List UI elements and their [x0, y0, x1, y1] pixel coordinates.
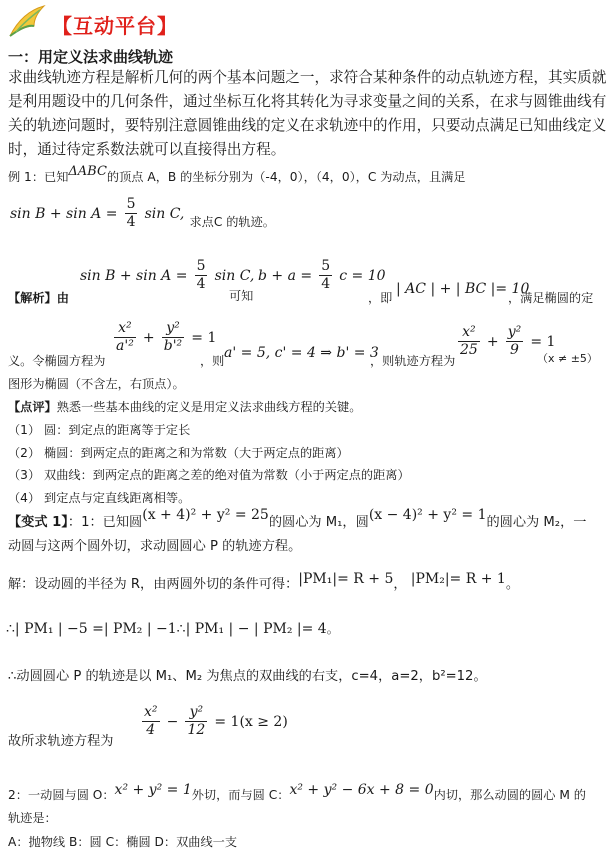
kite-icon — [4, 2, 48, 42]
example1-line1: 例 1：已知ΔABC的顶点 A，B 的坐标分别为（-4，0），（4，0），C 为动点，且满足 — [8, 164, 466, 184]
solution-satisfy: ，满足椭圆的定 — [508, 291, 594, 305]
variant1-line2: 动圆与这两个圆外切，求动圆圆心 P 的轨迹方程。 — [8, 539, 302, 554]
variant1-conclusion: ∴动圆圆心 P 的轨迹是以 M₁、M₂ 为焦点的双曲线的右支，c=4，a=2，b²=12。 — [8, 669, 487, 684]
hyperbola-equation: $\frac{\text{x²}}{4}$ − $\frac{\text{y²}}{12}$ = 1(x ≥ 2) — [144, 704, 288, 738]
comment-item: （2） 椭圆：到两定点的距离之和为常数（大于两定点的距离） — [8, 446, 349, 460]
comment-item: （1） 圆：到定点的距离等于定长 — [8, 423, 191, 437]
page-title: 【互动平台】 — [52, 14, 178, 38]
solution-abc: a' = 5, c' = 4 ⇒ b' = 3 — [224, 345, 379, 361]
comment-item: （3） 双曲线：到两定点的距离之差的绝对值为常数（小于两定点的距离） — [8, 468, 410, 482]
solution-eq3: | AC | + | BC |= 10 — [396, 281, 530, 297]
solution-kezhi: 可知 — [229, 289, 254, 303]
comment-item: （4） 到定点与定直线距离相等。 — [8, 491, 191, 505]
solution-ji: ，即 — [368, 291, 393, 305]
solution-condition: （x ≠ ±5） — [537, 352, 598, 365]
question2-line1: 2：一动圆与圆 O：x² + y² = 1外切，而与圆 C：x² + y² − 6x + 8 = 0内切，那么动圆的圆心 M 的 — [8, 782, 586, 802]
solution-label-line: 【解析】由 — [8, 291, 69, 305]
intro-paragraph: 求曲线轨迹方程是解析几何的两个基本问题之一，求符合某种条件的动点轨迹方程，其实质就是利用题设中的几何条件，通过坐标互化将其转化为寻求变量之间的关系，在求与圆锥曲线有关的轨迹问题时，要特别注意圆锥曲线的定义在求轨迹中的作用，只要动点满足已知曲线定义时，通过待定系数法就可以直接得出方程。 — [8, 69, 607, 158]
example1-equation: sin B + sin A = $\frac{5}{4}$ sin C, $_{求点C 的轨迹。}$ — [10, 196, 275, 230]
variant1-difference: ∴| PM₁ | −5 =| PM₂ | −1∴| PM₁ | − | PM₂ |= 4。 — [6, 621, 339, 637]
solution-then: ，则轨迹方程为 — [370, 354, 456, 368]
solution-eq1: sin B + sin A = $\frac{5}{4}$ sin C, — [80, 258, 255, 292]
solution-ellipse-intro: 义。令椭圆方程为 — [8, 354, 106, 368]
variant1-line1: 【变式 1】：1：已知圆(x + 4)² + y² = 25的圆心为 M₁，圆(x − 4)² + y² = 1的圆心为 M₂，一 — [8, 507, 587, 530]
solution-eq2: b + a = $\frac{5}{4}$ c = 10 — [258, 258, 386, 292]
question2-options: A：抛物线 B：圆 C：椭圆 D：双曲线一支 — [8, 835, 238, 849]
question2-line2: 轨迹是： — [8, 811, 57, 825]
ellipse-result-equation: $\frac{\text{x²}}{25}$ + $\frac{\text{y²}}{9}$ = 1 — [460, 324, 556, 358]
section-title: 一：用定义法求曲线轨迹 — [8, 48, 174, 66]
solution-ze: ，则 — [200, 354, 225, 368]
comment-line: 【点评】熟悉一些基本曲线的定义是用定义法求曲线方程的关键。 — [8, 400, 362, 414]
ellipse-general-equation: $\frac{\text{x²}}{\text{a'²}}$ + $\frac{\text{y²}}{\text{b'²}}$ = 1 — [116, 320, 217, 354]
solution-shape: 图形为椭圆（不含左，右顶点）。 — [8, 377, 185, 391]
variant1-final-label: 故所求轨迹方程为 — [8, 734, 114, 749]
variant1-solution: 解：设动圆的半径为 R，由两圆外切的条件可得：|PM₁|= R + 5， |PM₂|= R + 1。 — [8, 571, 519, 592]
